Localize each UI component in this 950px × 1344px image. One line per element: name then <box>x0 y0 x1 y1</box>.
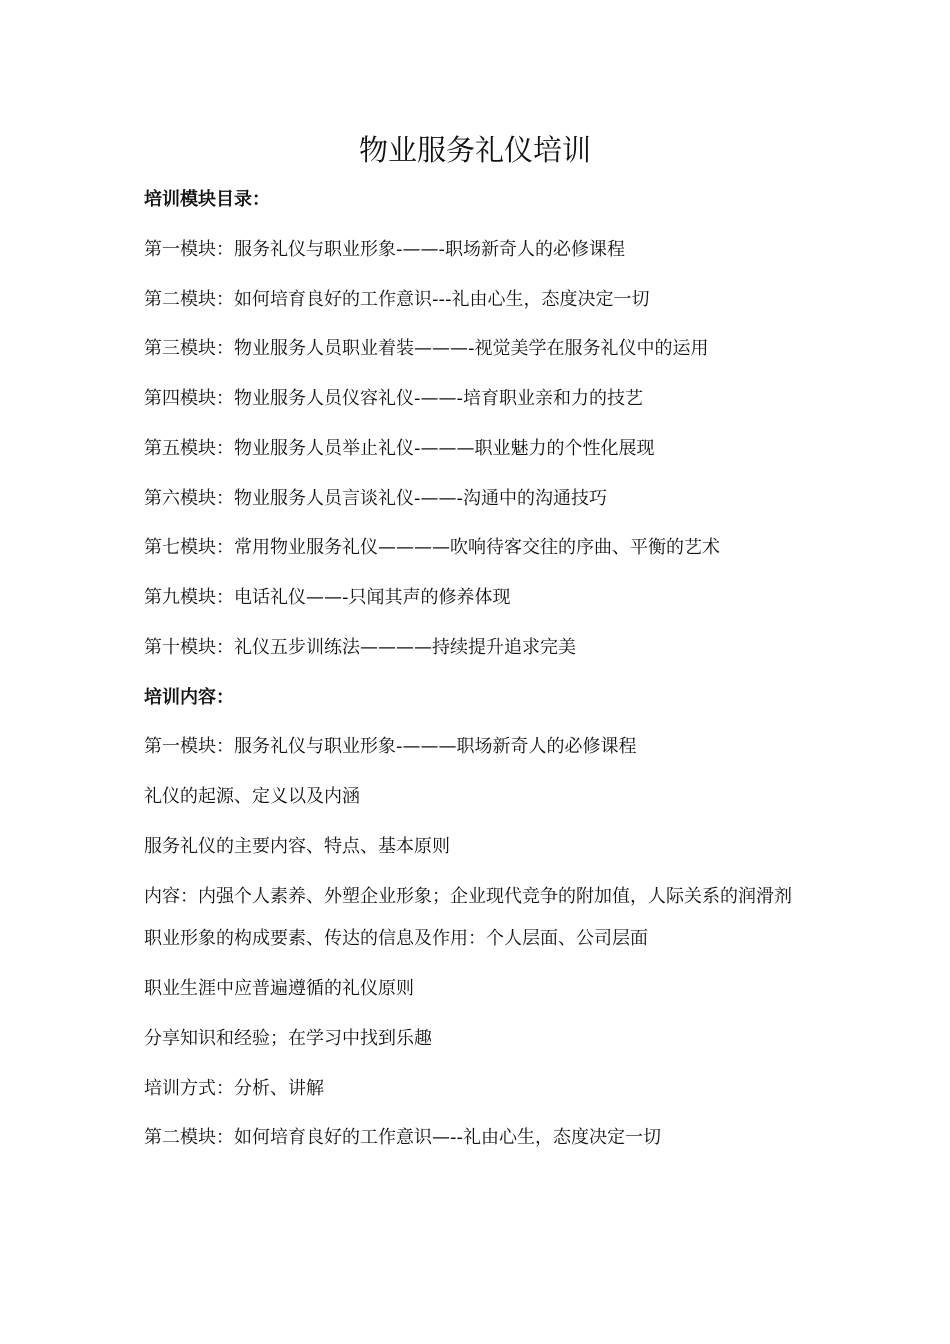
content-item: 第一模块：服务礼仪与职业形象-———职场新奇人的必修课程 <box>144 736 637 758</box>
catalog-item: 第六模块：物业服务人员言谈礼仪-——-沟通中的沟通技巧 <box>144 487 607 509</box>
catalog-item: 第七模块：常用物业服务礼仪————吹响待客交往的序曲、平衡的艺术 <box>144 537 720 559</box>
document-title: 物业服务礼仪培训 <box>358 133 591 167</box>
content-item <box>144 872 824 922</box>
catalog-item: 第四模块：物业服务人员仪容礼仪-——-培育职业亲和力的技艺 <box>144 388 643 409</box>
document-body <box>144 182 824 1170</box>
catalog-heading: 培训模块目录： <box>144 189 270 210</box>
catalog-item: 第九模块：电话礼仪——-只闻其声的修养体现 <box>144 587 511 608</box>
content-item: 分享知识和经验；在学习中找到乐趣 <box>144 1027 432 1049</box>
content-heading: 培训内容： <box>144 686 234 708</box>
content-item: 第二模块：如何培育良好的工作意识—--礼由心生，态度决定一切 <box>144 1127 661 1149</box>
content-list <box>144 729 824 1170</box>
content-item: 礼仪的起源、定义以及内涵 <box>144 786 360 807</box>
content-item-text: 内容：内强个人素养、外塑企业形象；企业现代竞争的附加值，人际关系的润滑剂 <box>144 885 792 907</box>
catalog-item: 第三模块：物业服务人员职业着装———-视觉美学在服务礼仪中的运用 <box>144 338 709 360</box>
catalog-list <box>144 232 824 680</box>
content-item: 职业生涯中应普遍遵循的礼仪原则 <box>144 978 414 1000</box>
content-item: 职业形象的构成要素、传达的信息及作用：个人层面、公司层面 <box>144 928 648 950</box>
catalog-item: 第五模块：物业服务人员举止礼仪-———职业魅力的个性化展现 <box>144 437 655 459</box>
catalog-item: 第一模块：服务礼仪与职业形象-——-职场新奇人的必修课程 <box>144 238 625 260</box>
content-item: 培训方式：分析、讲解 <box>144 1077 324 1099</box>
content-item: 服务礼仪的主要内容、特点、基本原则 <box>144 835 450 857</box>
catalog-item: 第十模块：礼仪五步训练法————持续提升追求完美 <box>144 636 576 658</box>
catalog-item: 第二模块：如何培育良好的工作意识---礼由心生，态度决定一切 <box>144 288 650 310</box>
